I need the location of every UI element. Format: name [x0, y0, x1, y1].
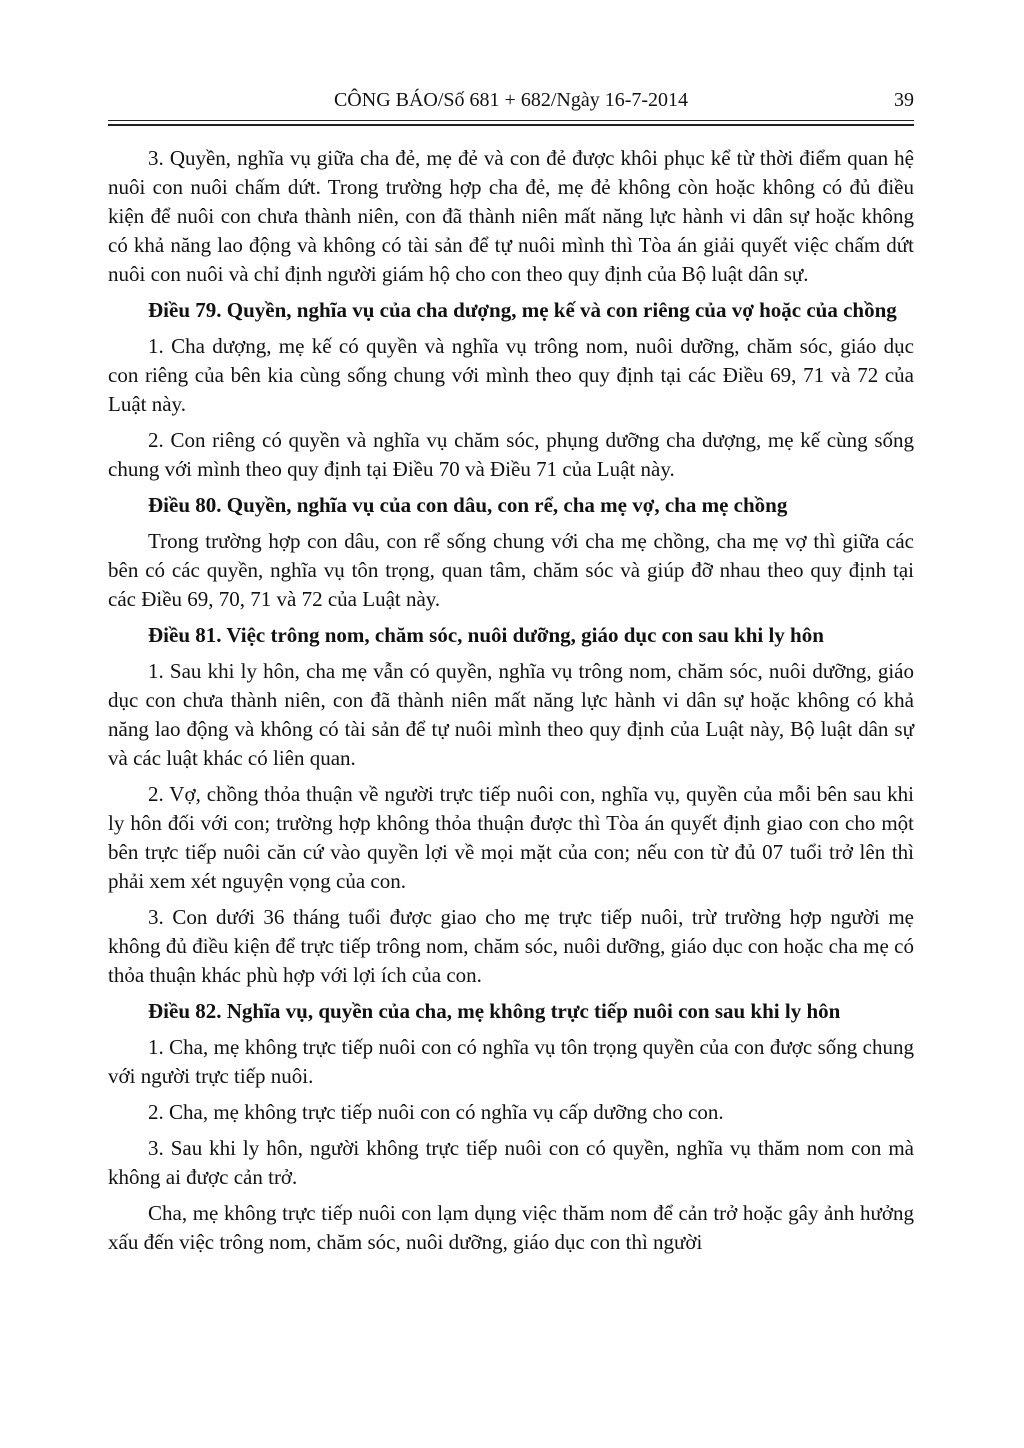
gazette-title: CÔNG BÁO/Số 681 + 682/Ngày 16-7-2014 — [333, 89, 689, 111]
document-page — [108, 82, 914, 1264]
article-heading-81: Điều 81. Việc trông nom, chăm sóc, nuôi dưỡng, giáo dục con sau khi ly hôn — [148, 623, 824, 647]
page-header — [108, 82, 914, 118]
paragraph-clause: 2. Vợ, chồng thỏa thuận về người trực tiếp nuôi con, nghĩa vụ, quyền của mỗi bên sau khi ly hôn đối với con; trường hợp không thỏa thuận được thì Tòa án quyết định giao con cho một bên trực tiếp nuôi căn cứ vào quyền lợi về mọi mặt của con; nếu con từ đủ 07 tuổi trở lên thì phải xem xét nguyện vọng của con. — [108, 782, 914, 893]
paragraph-clause: 2. Con riêng có quyền và nghĩa vụ chăm sóc, phụng dưỡng cha dượng, mẹ kế cùng sống chung với mình theo quy định tại Điều 70 và Điều 71 của Luật này. — [108, 428, 914, 481]
paragraph-clause: 1. Cha, mẹ không trực tiếp nuôi con có nghĩa vụ tôn trọng quyền của con được sống chung với người trực tiếp nuôi. — [108, 1035, 914, 1088]
header-rule-thick — [108, 124, 914, 126]
header-rule-thin — [108, 120, 914, 121]
paragraph-clause: 3. Sau khi ly hôn, người không trực tiếp nuôi con có quyền, nghĩa vụ thăm nom con mà không ai được cản trở. — [108, 1136, 914, 1189]
page-number: 39 — [894, 89, 914, 111]
paragraph-clause: 3. Con dưới 36 tháng tuổi được giao cho mẹ trực tiếp nuôi, trừ trường hợp người mẹ không đủ điều kiện để trực tiếp trông nom, chăm sóc, nuôi dưỡng, giáo dục con hoặc cha mẹ có thỏa thuận khác phù hợp với lợi ích của con. — [108, 905, 914, 987]
paragraph-clause: 2. Cha, mẹ không trực tiếp nuôi con có nghĩa vụ cấp dưỡng cho con. — [148, 1100, 724, 1124]
paragraph-clause: Trong trường hợp con dâu, con rể sống chung với cha mẹ chồng, cha mẹ vợ thì giữa các bên có các quyền, nghĩa vụ tôn trọng, quan tâm, chăm sóc và giúp đỡ nhau theo quy định tại các Điều 69, 70, 71 và 72 của Luật này. — [108, 529, 914, 611]
article-heading-82: Điều 82. Nghĩa vụ, quyền của cha, mẹ không trực tiếp nuôi con sau khi ly hôn — [148, 999, 841, 1023]
article-heading-79: Điều 79. Quyền, nghĩa vụ của cha dượng, mẹ kế và con riêng của vợ hoặc của chồng — [148, 298, 897, 322]
paragraph-clause: 3. Quyền, nghĩa vụ giữa cha đẻ, mẹ đẻ và con đẻ được khôi phục kể từ thời điểm quan hệ nuôi con nuôi chấm dứt. Trong trường hợp cha đẻ, mẹ đẻ không còn hoặc không có đủ điều kiện để nuôi con chưa thành niên, con đã thành niên mất năng lực hành vi dân sự hoặc không có khả năng lao động và không có tài sản để tự nuôi mình thì Tòa án giải quyết việc chấm dứt nuôi con nuôi và chỉ định người giám hộ cho con theo quy định của Bộ luật dân sự. — [108, 146, 914, 286]
article-heading-80: Điều 80. Quyền, nghĩa vụ của con dâu, con rể, cha mẹ vợ, cha mẹ chồng — [148, 493, 788, 517]
paragraph-clause: Cha, mẹ không trực tiếp nuôi con lạm dụng việc thăm nom để cản trở hoặc gây ảnh hưởng xấu đến việc trông nom, chăm sóc, nuôi dưỡng, giáo dục con thì người — [108, 1201, 914, 1254]
paragraph-clause: 1. Cha dượng, mẹ kế có quyền và nghĩa vụ trông nom, nuôi dưỡng, chăm sóc, giáo dục con riêng của bên kia cùng sống chung với mình theo quy định tại các Điều 69, 71 và 72 của Luật này. — [108, 334, 914, 416]
paragraph-clause: 1. Sau khi ly hôn, cha mẹ vẫn có quyền, nghĩa vụ trông nom, chăm sóc, nuôi dưỡng, giáo dục con chưa thành niên, con đã thành niên mất năng lực hành vi dân sự hoặc không có khả năng lao động và không có tài sản để tự nuôi mình theo quy định của Luật này, Bộ luật dân sự và các luật khác có liên quan. — [108, 659, 914, 770]
document-body — [108, 144, 914, 1257]
